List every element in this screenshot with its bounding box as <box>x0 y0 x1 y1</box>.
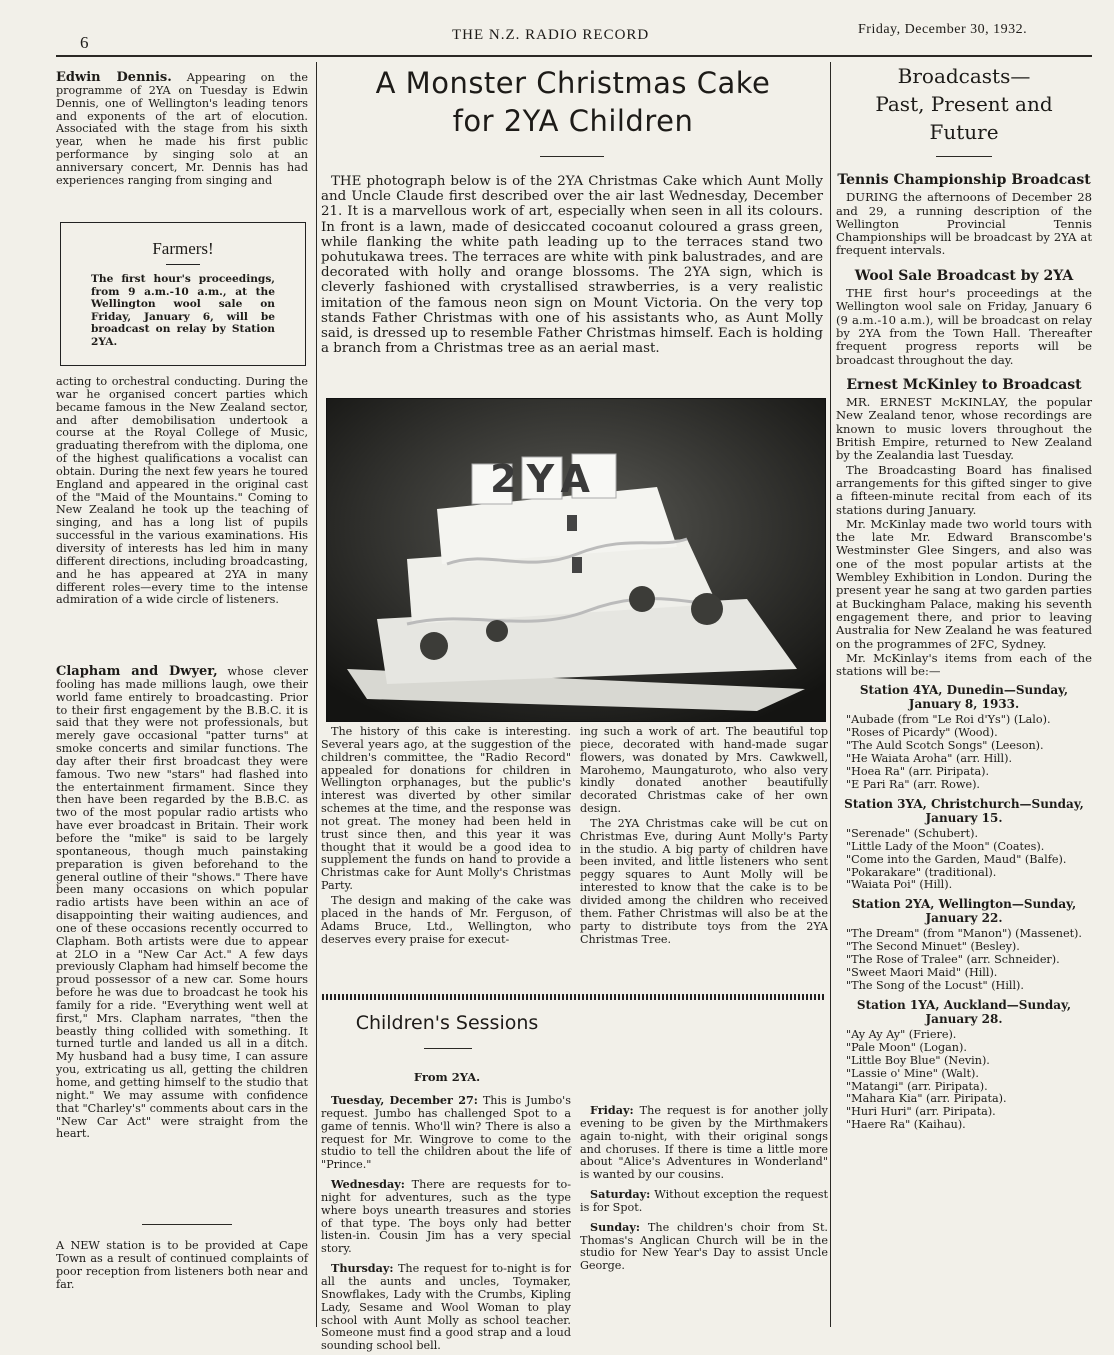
cake-headline <box>320 64 826 140</box>
broadcasts-title-2: Past, Present and <box>875 92 1053 116</box>
sunday-label: Sunday: <box>590 1219 641 1234</box>
program-item: "The Second Minuet" (Besley). <box>846 940 1020 954</box>
clapham-text: whose clever fooling has made millions laugh, owe their world fame entirely to broadcasting. Prior to their first engagement by the B.B.C. it is said that they were not professionals, but merely gave occasional "patter turns" at smoke concerts and similar functions. The day after their first broadcast they were famous. Two new "stars" had flashed into the entertainment firmament. Since they then have been regarded by the B.B.C. as two of the most popular radio artists who have ever broadcast in Britain. Their work before the "mike" is said to be largely spontaneous, though much painstaking preparation is given beforehand to the general outline of their "shows." There have been many occasions on which popular radio artists have been within an ace of disappointing their waiting audiences, and one of these occasions recently occurred to Clapham. Both artists were due to appear at 2LO in a "New Car Act." A few days previously Clapham had himself become the proud possessor of a new car. Some hours before he was due to broadcast he took his family for a ride. "Everything went well at first," Mrs. Clapham narrates, "then the beastly thing collided with something. It turned turtle and landed us all in a ditch. My husband had a busy time, I can assure you, extricating us all, getting the children home, and getting himself to the studio that night." We may assume with confidence that "Charley's" comments about cars in the "New Car Act" were straight from the heart. <box>56 665 308 1141</box>
station-3ya-heading: Station 3YA, Christchurch—Sunday, January 15. <box>844 796 1084 825</box>
mckinley-heading: Ernest McKinley to Broadcast <box>846 376 1082 393</box>
masthead: THE N.Z. RADIO RECORD <box>452 27 650 43</box>
program-item: "Sweet Maori Maid" (Hill). <box>846 966 998 980</box>
dennis-continued <box>56 376 308 609</box>
program-item: "Serenade" (Schubert). <box>846 826 979 840</box>
station-list <box>836 683 1092 1132</box>
clapham-article <box>56 666 308 1143</box>
program-item: "Matangi" (arr. Piripata). <box>846 1079 988 1093</box>
father-christmas-figure <box>567 515 577 531</box>
tuesday-text: This is Jumbo's request. Jumbo has challenged Spot to a game of tennis. Who'll win? There is also a request for Mr. Wingrove to come to the studio to tell the children about the life of "Prince." <box>321 1094 571 1172</box>
tennis-heading: Tennis Championship Broadcast <box>837 172 1091 188</box>
program-item: "Pale Moon" (Logan). <box>846 1040 967 1054</box>
cake-history-p4: The 2YA Christmas cake will be cut on Christmas Eve, during Aunt Molly's Party in the studio. A big party of children have been invited, and little listeners who sent peggy squares to Aunt Molly will be interested to know that the cake is to be divided among the children who received them. Father Christmas will also be at the party to distribute toys from the 2YA Christmas Tree. <box>580 816 828 946</box>
program-item: "He Waiata Aroha" (arr. Hill). <box>846 752 1013 766</box>
pohutukawa-tree-right <box>691 593 723 625</box>
cake-photo-svg <box>327 399 825 721</box>
station-2ya-heading: Station 2YA, Wellington—Sunday, January 22. <box>851 897 1077 926</box>
pohutukawa-tree-left <box>420 632 448 660</box>
friday-text: The request is for another jolly evening to be given by the Mirthmakers again to-night, with their original songs and choruses. If there is time a little more about "Alice's Adventures in Wonderland" is wanted by our cousins. <box>580 1104 828 1182</box>
program-item: "Little Lady of the Moon" (Coates). <box>846 839 1045 853</box>
program-item: "Little Boy Blue" (Nevin). <box>846 1053 990 1067</box>
cake-history-col2 <box>580 726 828 948</box>
sunday-text: The children's choir from St. Thomas's Anglican Church will be in the studio for New Year's Day to assist Uncle George. <box>580 1220 828 1273</box>
farmers-rule <box>166 264 200 265</box>
cake-history-p2: The design and making of the cake was placed in the hands of Mr. Ferguson, of Adams Bruce, Ltd., Wellington, who deserves every praise for execut- <box>321 893 571 946</box>
broadcasts-rule <box>936 156 992 157</box>
program-item: "Pokarakare" (traditional). <box>846 865 997 879</box>
station-4ya-heading: Station 4YA, Dunedin—Sunday, January 8, 1933. <box>859 683 1069 712</box>
program-item: "The Rose of Tralee" (arr. Schneider). <box>846 953 1060 967</box>
holly-decoration-left <box>486 620 508 642</box>
mckinley-text-2: The Broadcasting Board has finalised arrangements for this gifted singer to give a fifteen-minute recital from each of its stations during January. <box>836 462 1092 517</box>
issue-date: Friday, December 30, 1932. <box>858 22 1028 37</box>
program-item: "Haere Ra" (Kaihau). <box>846 1118 966 1132</box>
wednesday-text: There are requests for to-night for adventures, such as the type where boys unearth treasures and stories of that type. The boys only had better listen-in. Cousin Jim has a very special story. <box>321 1178 571 1256</box>
program-item: "Huri Huri" (arr. Piripata). <box>846 1105 996 1119</box>
sessions-col1 <box>321 1094 571 1355</box>
dennis-text: Appearing on the programme of 2YA on Tuesday is Edwin Dennis, one of Wellington's leading tenors and exponents of the art of elocution. Associated with the stage from his sixth year, when he made his first public performance by singing solo at an anniversary concert, Mr. Dennis has had experiences ranging from singing and <box>56 71 309 187</box>
wool-heading: Wool Sale Broadcast by 2YA <box>854 267 1074 284</box>
friday-label: Friday: <box>590 1103 634 1117</box>
farmers-text: The first hour's proceedings, from 9 a.m.-10 a.m., at the Wellington wool sale on Friday, January 6, will be broadcast on relay by Station 2YA. <box>91 273 275 348</box>
sessions-title-rule <box>424 1048 472 1049</box>
saturday-text: Without exception the request is for Spot. <box>580 1188 828 1214</box>
header-rule <box>56 55 1092 57</box>
section-divider <box>322 994 826 1000</box>
farmers-box <box>60 222 306 366</box>
mckinley-text-1: MR. ERNEST McKINLAY, the popular New Zealand tenor, whose recordings are known to music lovers throughout the British Empire, returned to New Zealand by the Zealandia last Tuesday. <box>836 395 1092 463</box>
program-item: "Aubade (from "Le Roi d'Ys") (Lalo). <box>846 713 1051 727</box>
program-item: "Come into the Garden, Maud" (Balfe). <box>846 852 1067 866</box>
sessions-title: Children's Sessions <box>355 1012 539 1034</box>
cake-history-col1 <box>321 726 571 948</box>
program-item: "The Dream" (from "Manon") (Massenet). <box>846 927 1082 941</box>
column-rule-right <box>830 62 831 1327</box>
cake-intro <box>321 174 823 357</box>
cake-intro-text: THE photograph below is of the 2YA Christmas Cake which Aunt Molly and Uncle Claude first described over the air last Wednesday, December 21. It is a marvellous work of art, especially when seen in all its colours. In front is a lawn, made of desiccated cocoanut coloured a grass green, while flanking the white path leading up to the terraces stand two pohutukawa trees. The terraces are white with pink balustrades, and are decorated with holly and orange blossoms. The 2YA sign, which is cleverly fashioned with crystallised strawberries, is a very realistic imitation of the famous neon sign on Mount Victoria. On the very top stands Father Christmas with one of his assistants who, as Aunt Molly said, is dressed up to resemble Father Christmas himself. Each is holding a branch from a Christmas tree as an aerial mast. <box>321 174 823 357</box>
dennis-article <box>56 72 308 190</box>
cake-history-p3: ing such a work of art. The beautiful top piece, decorated with hand-made sugar flowers, was donated by Mrs. Cawkwell, Marohemo, Maungaturoto, who also very kindly donated another beautifully decorated Christmas cake of her own design. <box>580 725 828 816</box>
saturday-label: Saturday: <box>590 1187 651 1202</box>
tuesday-label: Tuesday, December 27: <box>331 1093 478 1107</box>
cake-title-line2: for 2YA Children <box>452 104 694 138</box>
dennis-lead: Edwin Dennis. <box>56 70 172 85</box>
station-1ya-heading: Station 1YA, Auckland—Sunday, January 28. <box>856 997 1072 1026</box>
tennis-text: DURING the afternoons of December 28 and 29, a running description of the Wellington Provincial Tennis Championships will be broadcast by 2YA at frequent intervals. <box>836 190 1092 258</box>
cape-town-text: A NEW station is to be provided at Cape Town as a result of continued complaints of poor reception from listeners both near and far. <box>56 1239 308 1291</box>
program-item: "The Song of the Locust" (Hill). <box>846 978 1024 992</box>
cake-history-p1: The history of this cake is interesting. Several years ago, at the suggestion of the children's committee, the "Radio Record" appealed for donations for children in Wellington orphanages, but the public's interest was diverted by other similar schemes at the time, and the response was not great. The money had been held in trust since then, and this year it was thought that it would be a good idea to supplement the funds on hand to provide a Christmas cake for Aunt Molly's Christmas Party. <box>321 725 571 893</box>
program-item: "Waiata Poi" (Hill). <box>846 878 953 892</box>
holly-decoration-right <box>629 586 655 612</box>
clapham-lead: Clapham and Dwyer, <box>56 664 218 679</box>
sessions-from: From 2YA. <box>413 1070 481 1084</box>
program-item: "Mahara Kia" (arr. Piripata). <box>846 1092 1007 1106</box>
broadcasts-title-1: Broadcasts— <box>897 64 1031 88</box>
mckinley-text-4: Mr. McKinlay's items from each of the stations will be:— <box>836 650 1092 679</box>
program-item: "Ay Ay Ay" (Friere). <box>846 1027 957 1041</box>
broadcasts-heading <box>836 62 1092 146</box>
cake-title-rule <box>540 156 604 157</box>
program-item: "Roses of Picardy" (Wood). <box>846 726 998 740</box>
thursday-label: Thursday: <box>331 1261 394 1276</box>
left-divider <box>142 1224 232 1225</box>
broadcasts-title-3: Future <box>929 120 999 144</box>
mckinley-text-3: Mr. McKinlay made two world tours with the late Mr. Edward Branscombe's Westminster Glee Singers, and also was one of the most popular artists at the Wembley Exhibition in London. During the present year he sang at two garden parties at Buckingham Palace, making his seventh engagement there, and prior to leaving Australia for New Zealand he was featured on the programmes of 2FC, Sydney. <box>836 516 1092 651</box>
wednesday-label: Wednesday: <box>331 1177 405 1192</box>
wool-text: THE first hour's proceedings at the Wellington wool sale on Friday, January 6 (9 a.m.-10 a.m.), will be broadcast on relay by 2YA from the Town Hall. Thereafter frequent progress reports will be broadcast throughout the day. <box>836 286 1092 367</box>
program-item: "Lassie o' Mine" (Walt). <box>846 1066 979 1080</box>
sessions-col2 <box>580 1018 828 1275</box>
thursday-text: The request for to-night is for all the aunts and uncles, Toymaker, Snowflakes, Lady with the Crumbs, Kipling Lady, Sesame and Wool Woman to play school with Aunt Molly as school teacher. Someone must find a good strap and a loud sounding school bell. <box>321 1262 571 1353</box>
program-item: "Hoea Ra" (arr. Piripata). <box>846 765 990 779</box>
assistant-figure <box>572 557 582 573</box>
column-rule-left <box>316 62 317 1327</box>
right-column-body <box>836 168 1092 1132</box>
cake-title-line1: A Monster Christmas Cake <box>375 66 771 100</box>
program-item: "E Pari Ra" (arr. Rowe). <box>846 777 980 791</box>
cake-sign-text: 2YA <box>490 457 600 501</box>
dennis-cont-text: acting to orchestral conducting. During the war he organised concert parties which became famous in the New Zealand sector, and after demobilisation undertook a course at the Royal College of Music, graduating therefrom with the diploma, one of the highest qualifications a vocalist can obtain. During the next few years he toured England and appeared in the original cast of the "Maid of the Mountains." Coming to New Zealand he took up the teaching of singing, and has a long list of pupils successful in the various examinations. His diversity of interests has led him in many different directions, including broadcasting, and he has appeared at 2YA in many different roles—every time to the intense admiration of a wide circle of listeners. <box>56 375 308 607</box>
cake-photo <box>326 398 826 722</box>
page-number: 6 <box>80 33 90 52</box>
farmers-title: Farmers! <box>152 239 214 258</box>
cape-town-article <box>56 1240 308 1293</box>
program-item: "The Auld Scotch Songs" (Leeson). <box>846 739 1044 753</box>
